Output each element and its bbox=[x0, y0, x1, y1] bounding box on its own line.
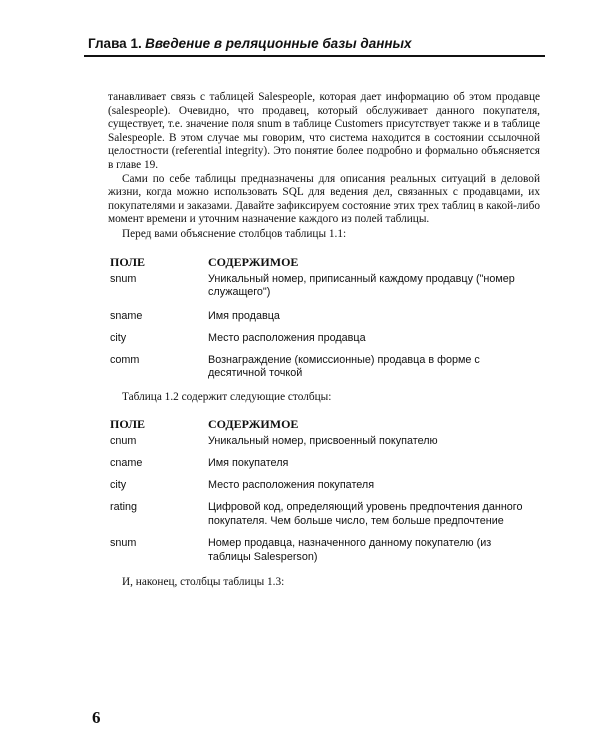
field-description: Имя продавца bbox=[208, 309, 280, 322]
table-row bbox=[110, 479, 523, 501]
paragraph-tables-purpose: Сами по себе таблицы предназначены для описания реальных ситуаций в деловой жизни, когда можно использовать SQL для ведения дел, связанных с продавцами, их покупателями и заказами. Давайте зафиксируем состояние этих трех таблиц в какой-либо момент времени и уточним назначение каждого из полей таблицы. bbox=[108, 172, 540, 226]
field-name: cname bbox=[110, 457, 143, 470]
table2-intro: Таблица 1.2 содержит следующие столбцы: bbox=[122, 390, 332, 403]
table1-header-content: СОДЕРЖИМОЕ bbox=[208, 254, 299, 269]
field-name: city bbox=[110, 331, 127, 344]
running-header bbox=[88, 36, 543, 52]
field-name: comm bbox=[110, 353, 140, 366]
table1-intro: Перед вами объяснение столбцов таблицы 1.1: bbox=[122, 227, 347, 240]
table-row bbox=[110, 501, 523, 537]
page-body bbox=[108, 91, 540, 590]
table-row bbox=[110, 457, 523, 479]
table-row bbox=[110, 537, 523, 573]
field-name: city bbox=[110, 479, 127, 492]
field-description: Номер продавца, назначенного данному покупателю (из таблицы Salesperson) bbox=[208, 537, 492, 563]
field-name: snum bbox=[110, 537, 137, 550]
field-description: Вознаграждение (комиссионные) продавца в форме с десятичной точкой bbox=[208, 353, 480, 380]
table1-header-field: ПОЛЕ bbox=[110, 254, 146, 269]
field-name: cnum bbox=[110, 435, 137, 448]
field-name: snum bbox=[110, 272, 137, 285]
paragraph-referential-integrity: танавливает связь с таблицей Salespeople, которая дает информацию об этом продавце (salespeople). Очевидно, что продавец, который обслуживает данного покупателя, существует, т.е. значение поля snum в таблице Customers присутствует также и в таблице Salespeople. В этом случае мы говорим, что система находится в состоянии ссылочной целостности (referential integrity). Это понятие более подробно и формально объясняется в главе 19. bbox=[108, 91, 540, 171]
table2-header-field: ПОЛЕ bbox=[110, 417, 146, 432]
field-name: rating bbox=[110, 501, 138, 514]
page-number: 6 bbox=[92, 708, 101, 727]
table-row bbox=[110, 332, 523, 354]
field-description: Цифровой код, определяющий уровень предпочтения данного покупателя. Чем больше число, тем больше предпочтение bbox=[208, 501, 523, 527]
chapter-label: Глава 1. bbox=[88, 36, 142, 51]
table3-intro: И, наконец, столбцы таблицы 1.3: bbox=[122, 576, 285, 589]
table-row bbox=[110, 435, 523, 457]
field-description: Место расположения продавца bbox=[208, 331, 366, 344]
table2-columns bbox=[110, 413, 523, 573]
field-description: Уникальный номер, присвоенный покупателю bbox=[208, 435, 438, 448]
field-description: Место расположения покупателя bbox=[208, 479, 375, 492]
chapter-title: Введение в реляционные базы данных bbox=[145, 36, 412, 51]
table-row bbox=[110, 354, 523, 389]
field-name: sname bbox=[110, 309, 143, 322]
field-description: Уникальный номер, приписанный каждому продавцу ("номер служащего") bbox=[208, 272, 515, 299]
field-description: Имя покупателя bbox=[208, 457, 289, 470]
table1-columns bbox=[110, 251, 523, 389]
header-rule bbox=[84, 55, 545, 57]
table-row bbox=[110, 273, 523, 310]
table-row bbox=[110, 310, 523, 332]
table2-header-content: СОДЕРЖИМОЕ bbox=[208, 417, 299, 432]
